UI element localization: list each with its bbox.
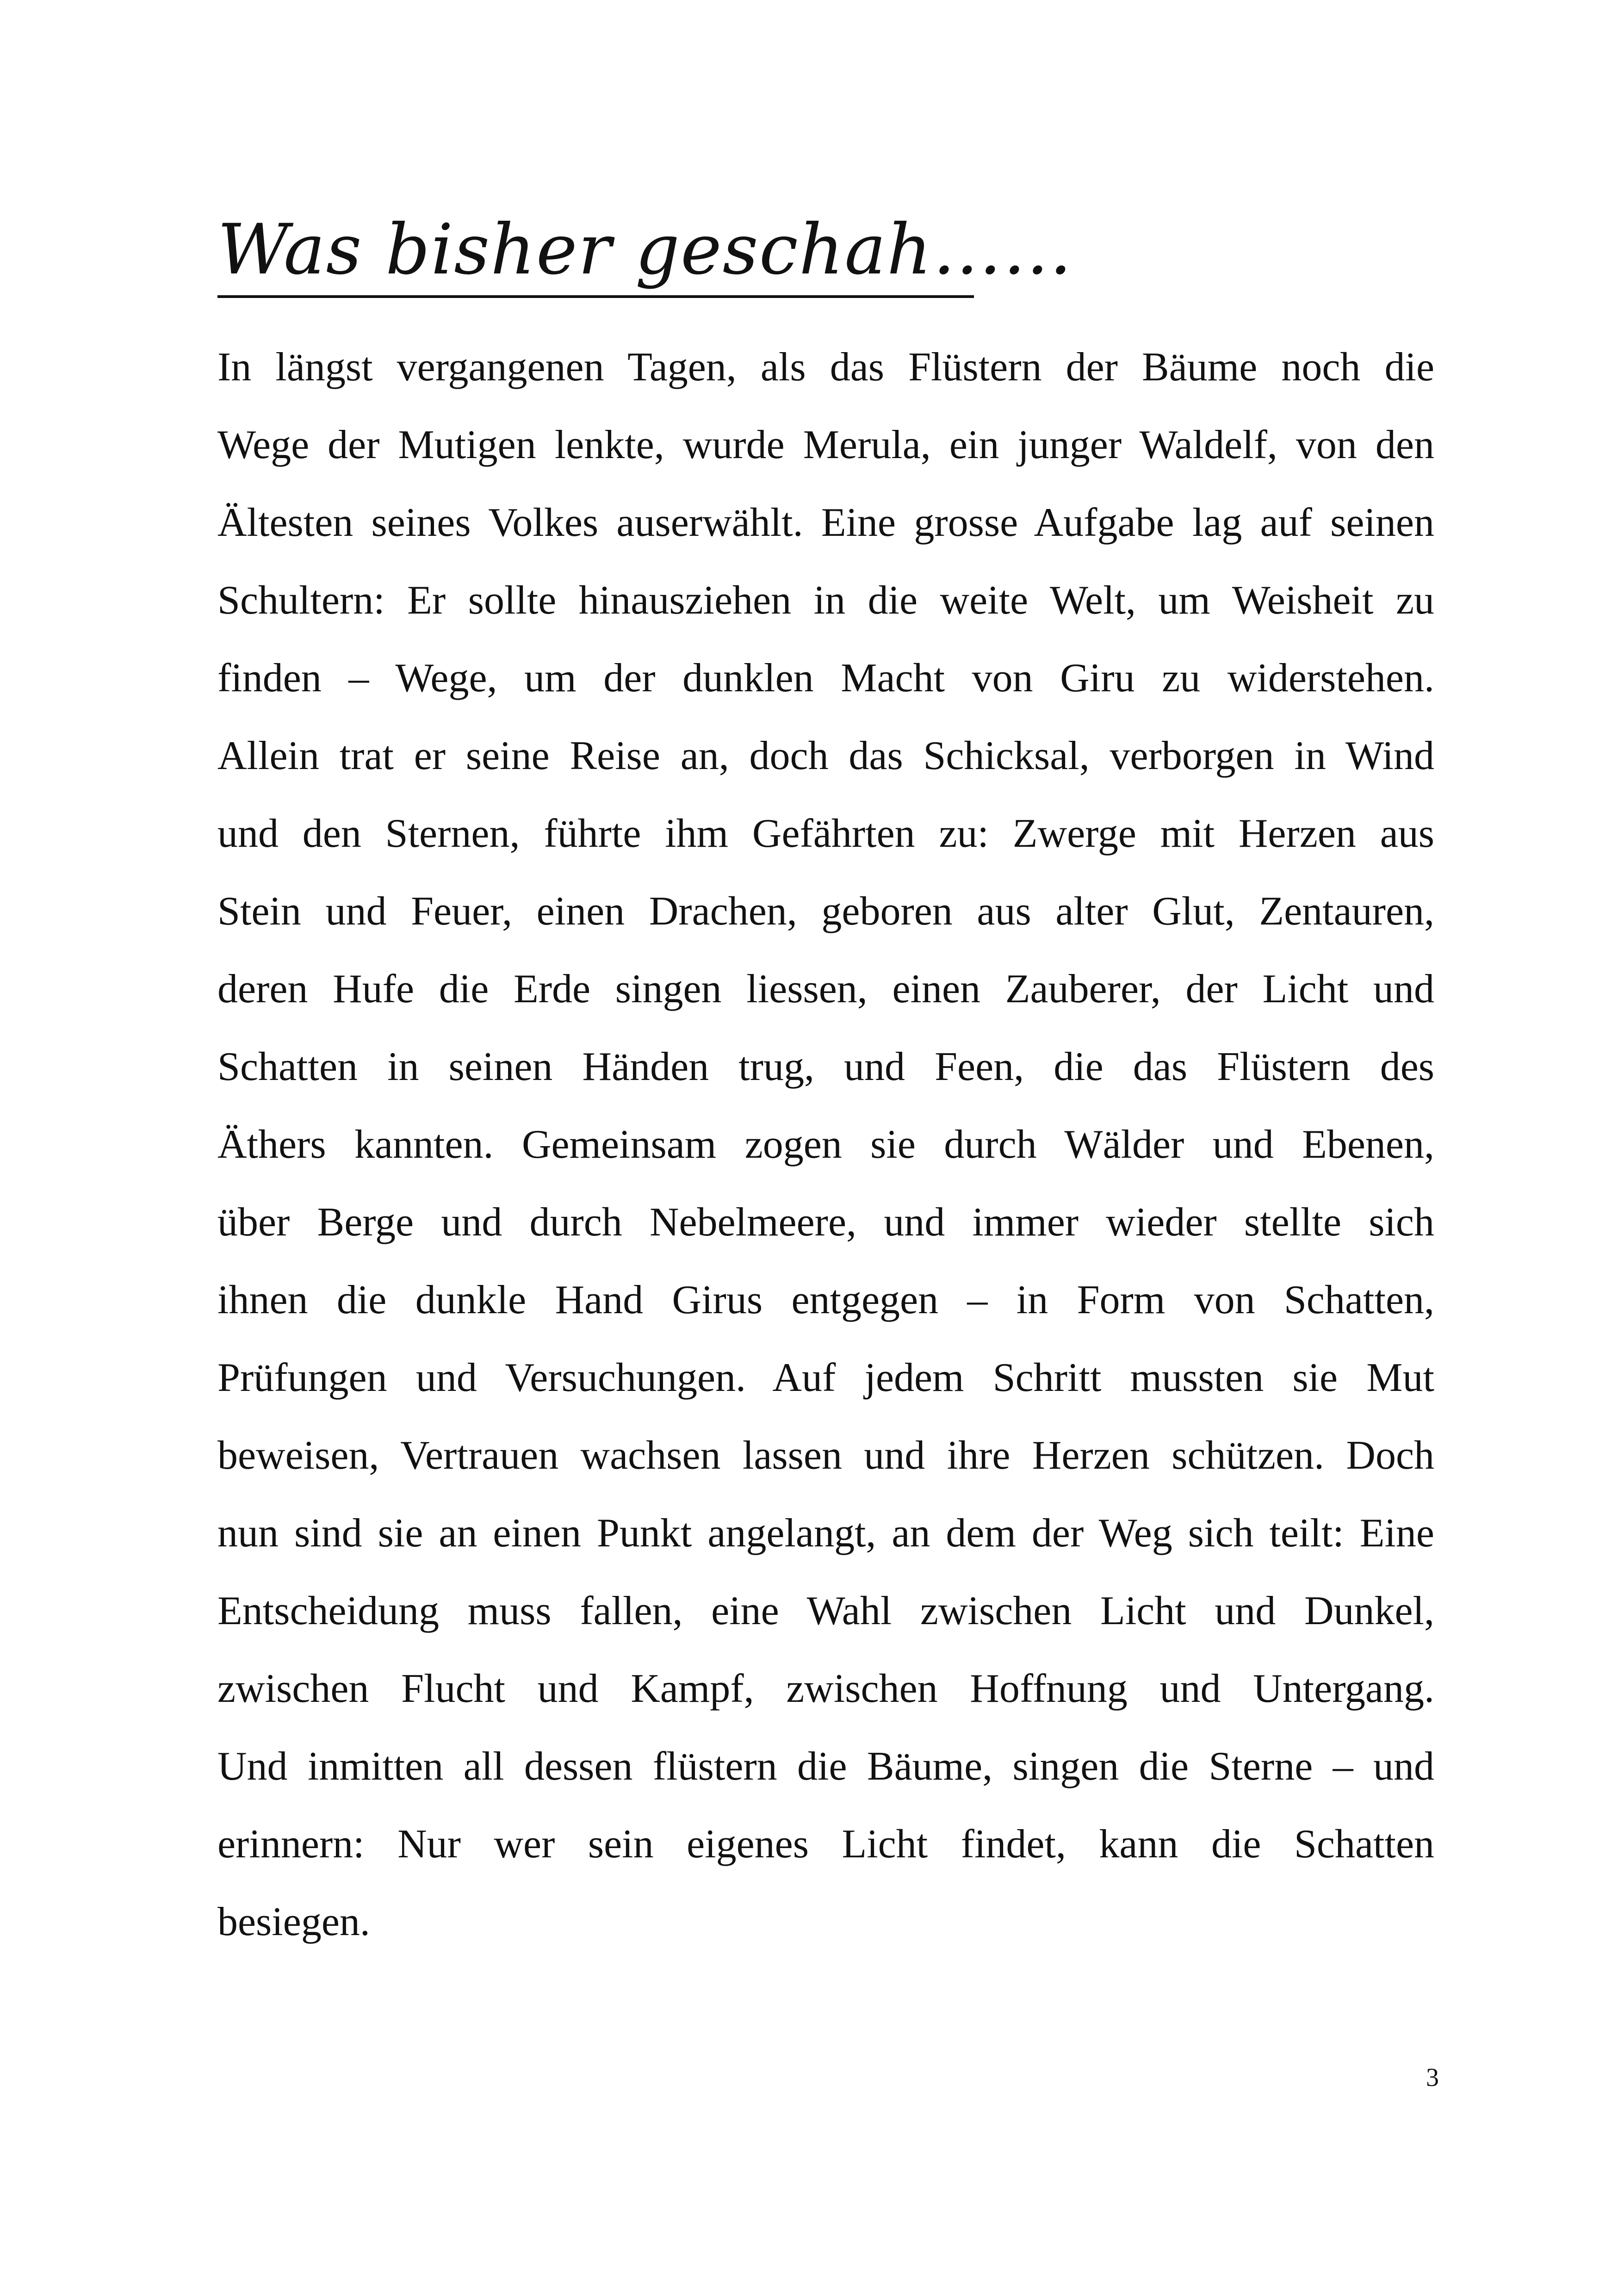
text-line: erinnern: Nur wer sein eigenes Licht findet, kann die Schatten (217, 1822, 1434, 1867)
text-line: ihnen die dunkle Hand Girus entgegen – in Form von Schatten, (217, 1278, 1434, 1322)
title-underline (217, 295, 974, 298)
text-line: und den Sternen, führte ihm Gefährten zu: Zwerge mit Herzen aus (217, 811, 1434, 856)
text-line: Entscheidung muss fallen, eine Wahl zwischen Licht und Dunkel, (217, 1589, 1434, 1633)
text-line: Äthers kannten. Gemeinsam zogen sie durch Wälder und Ebenen, (217, 1122, 1434, 1167)
text-line: Prüfungen und Versuchungen. Auf jedem Schritt mussten sie Mut (217, 1355, 1434, 1400)
body-paragraph (217, 329, 1434, 1961)
text-line: besiegen. (217, 1899, 370, 1944)
text-line: finden – Wege, um der dunklen Macht von Giru zu widerstehen. (217, 656, 1434, 701)
text-line: In längst vergangenen Tagen, als das Flüstern der Bäume noch die (217, 345, 1434, 390)
text-line: Schultern: Er sollte hinausziehen in die weite Welt, um Weisheit zu (217, 578, 1434, 623)
text-line: deren Hufe die Erde singen liessen, einen Zauberer, der Licht und (217, 967, 1434, 1011)
text-line: Ältesten seines Volkes auserwählt. Eine grosse Aufgabe lag auf seinen (217, 500, 1434, 545)
text-line: Stein und Feuer, einen Drachen, geboren aus alter Glut, Zentauren, (217, 889, 1434, 934)
text-line: über Berge und durch Nebelmeere, und immer wieder stellte sich (217, 1200, 1434, 1245)
text-line: zwischen Flucht und Kampf, zwischen Hoffnung und Untergang. (217, 1666, 1434, 1711)
text-line: Wege der Mutigen lenkte, wurde Merula, ein junger Waldelf, von den (217, 422, 1434, 467)
text-line: Und inmitten all dessen flüstern die Bäume, singen die Sterne – und (217, 1744, 1434, 1789)
text-line: nun sind sie an einen Punkt angelangt, an dem der Weg sich teilt: Eine (217, 1511, 1434, 1556)
text-line: Allein trat er seine Reise an, doch das Schicksal, verborgen in Wind (217, 733, 1434, 778)
page-number: 3 (1426, 2063, 1439, 2092)
page-title: Was bisher geschah…… (217, 210, 1073, 290)
text-line: beweisen, Vertrauen wachsen lassen und ihre Herzen schützen. Doch (217, 1433, 1434, 1478)
text-line: Schatten in seinen Händen trug, und Feen, die das Flüstern des (217, 1044, 1434, 1089)
